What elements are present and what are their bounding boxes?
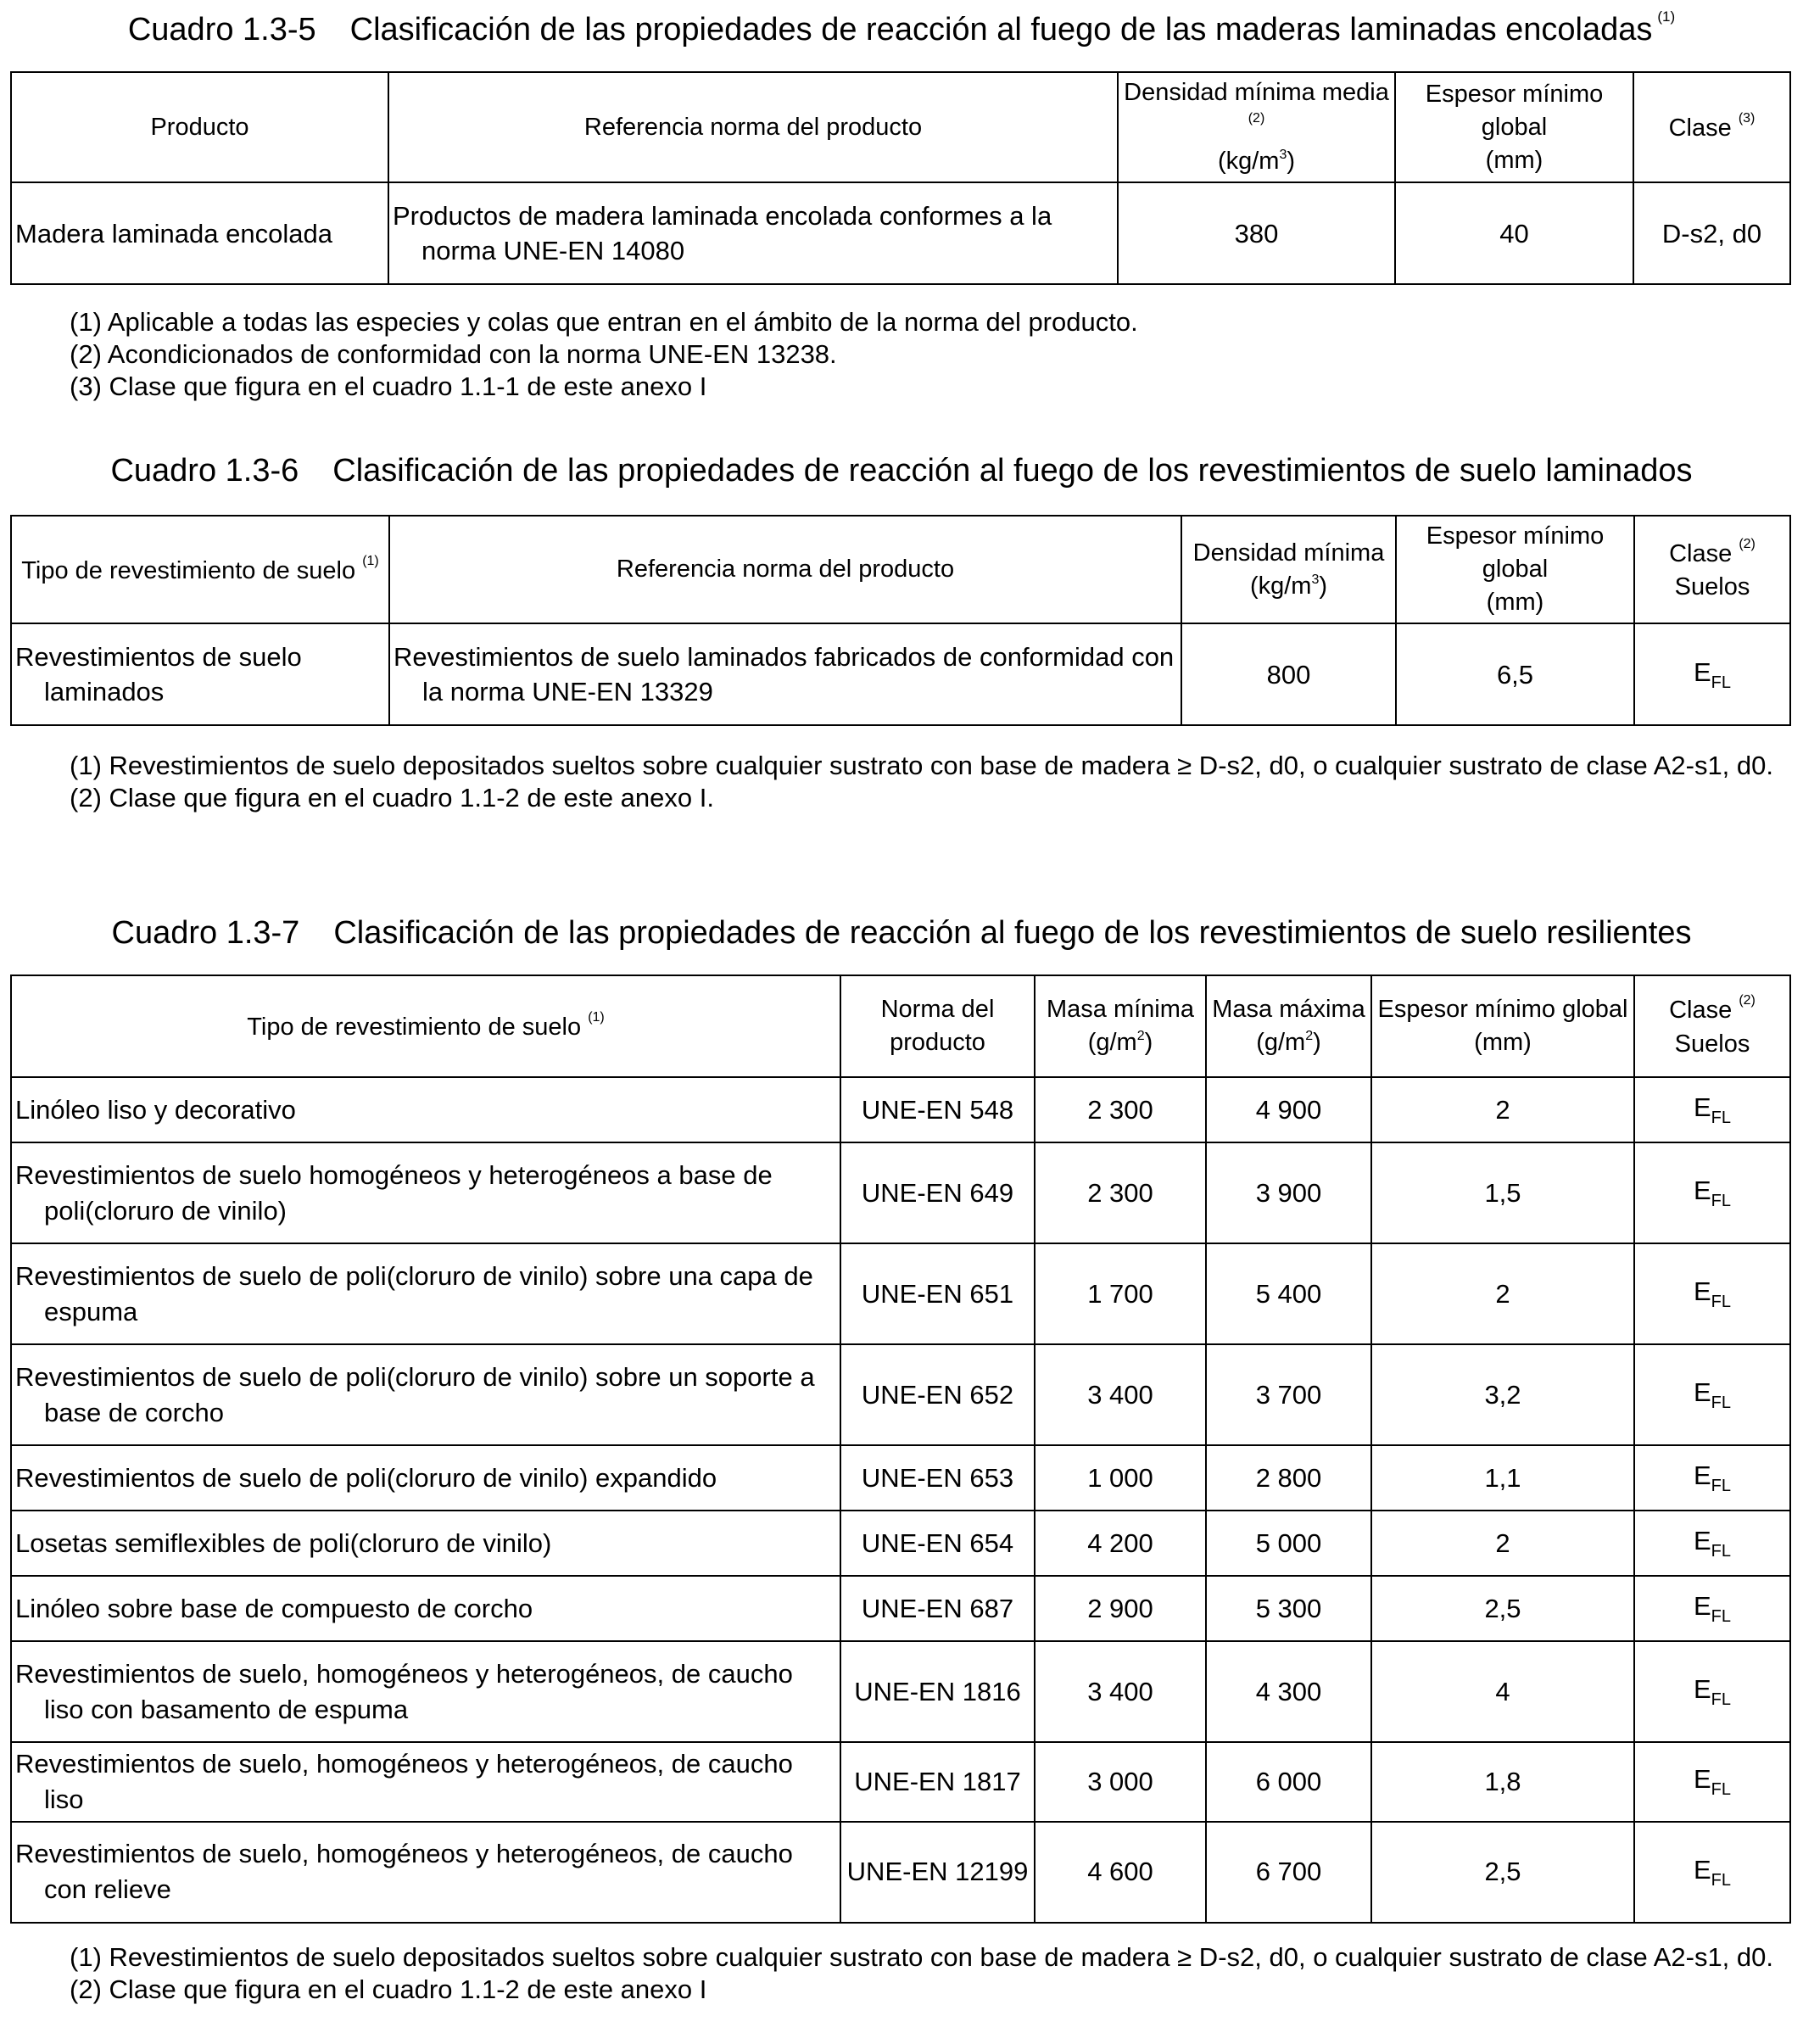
cell-clase: $E_{FL}$ bbox=[1634, 623, 1790, 725]
cell-masa-minima: 4 600 bbox=[1035, 1822, 1206, 1923]
table-row bbox=[11, 1077, 1790, 1142]
header-espesor: Espesor mínimo global (mm) bbox=[1395, 72, 1633, 182]
cell-norma: UNE-EN 1817 bbox=[840, 1742, 1035, 1822]
table-number: Cuadro 1.3-7 bbox=[111, 915, 300, 951]
cell-tipo: Revestimientos de suelo, homogéneos y heterogéneos, de caucho liso bbox=[11, 1742, 840, 1822]
footnote: (3) Clase que figura en el cuadro 1.1-1 de este anexo I bbox=[70, 371, 707, 401]
cell-masa-maxima: 6 700 bbox=[1206, 1822, 1371, 1923]
table-number: Cuadro 1.3-6 bbox=[110, 453, 299, 489]
table-row bbox=[11, 623, 1790, 725]
cell-espesor: 2 bbox=[1371, 1077, 1634, 1142]
footnote: (1) Revestimientos de suelo depositados sueltos sobre cualquier sustrato con base de madera ≥ D-s2, d0, o cualquier sustrato de clase A2-s1, d0. bbox=[70, 1942, 1774, 1972]
cell-espesor: 4 bbox=[1371, 1641, 1634, 1742]
cell-espesor: 1,8 bbox=[1371, 1742, 1634, 1822]
cell-masa-minima: 4 200 bbox=[1035, 1511, 1206, 1576]
cell-norma: UNE-EN 652 bbox=[840, 1344, 1035, 1445]
header-clase: Clase $^{(2)}$ Suelos bbox=[1634, 975, 1790, 1077]
cell-espesor: 1,1 bbox=[1371, 1445, 1634, 1511]
table-1-3-6 bbox=[10, 515, 1791, 726]
header-masa-maxima: Masa máxima $(g/m^2)$ bbox=[1206, 975, 1371, 1077]
cell-espesor: 2 bbox=[1371, 1511, 1634, 1576]
table-1-3-7 bbox=[10, 975, 1791, 1924]
cell-clase: D-s2, d0 bbox=[1633, 182, 1790, 284]
cell-masa-minima: 1 700 bbox=[1035, 1243, 1206, 1344]
cell-clase: $E_{FL}$ bbox=[1634, 1142, 1790, 1243]
table-row bbox=[11, 1511, 1790, 1576]
cell-masa-maxima: 2 800 bbox=[1206, 1445, 1371, 1511]
cell-masa-maxima: 5 000 bbox=[1206, 1511, 1371, 1576]
table-1-3-5-notes bbox=[10, 306, 1789, 403]
header-espesor: Espesor mínimo global (mm) bbox=[1371, 975, 1634, 1077]
cell-masa-minima: 2 300 bbox=[1035, 1142, 1206, 1243]
cell-producto: Madera laminada encolada bbox=[11, 182, 388, 284]
table-caption: Clasificación de las propiedades de reacción al fuego de las maderas laminadas encoladas bbox=[349, 12, 1653, 47]
header-tipo: Tipo de revestimiento de suelo $^{(1)}$ bbox=[11, 516, 389, 623]
table-1-3-7-title bbox=[0, 914, 1803, 953]
cell-espesor: 3,2 bbox=[1371, 1344, 1634, 1445]
cell-masa-maxima: 5 400 bbox=[1206, 1243, 1371, 1344]
footnote: (1) Aplicable a todas las especies y colas que entran en el ámbito de la norma del producto. bbox=[70, 307, 1138, 337]
cell-espesor: 2,5 bbox=[1371, 1822, 1634, 1923]
cell-clase: $E_{FL}$ bbox=[1634, 1742, 1790, 1822]
table-row bbox=[11, 1445, 1790, 1511]
table-1-3-6-notes bbox=[10, 750, 1789, 814]
header-producto: Producto bbox=[11, 72, 388, 182]
header-row bbox=[11, 516, 1790, 623]
table-row bbox=[11, 1243, 1790, 1344]
table-row bbox=[11, 182, 1790, 284]
header-referencia: Referencia norma del producto bbox=[388, 72, 1118, 182]
table-row bbox=[11, 1576, 1790, 1641]
cell-densidad: 800 bbox=[1181, 623, 1396, 725]
cell-espesor: 2,5 bbox=[1371, 1576, 1634, 1641]
cell-masa-minima: 3 400 bbox=[1035, 1641, 1206, 1742]
cell-masa-minima: 3 400 bbox=[1035, 1344, 1206, 1445]
cell-masa-maxima: 4 300 bbox=[1206, 1641, 1371, 1742]
table-1-3-5 bbox=[10, 71, 1791, 285]
cell-clase: $E_{FL}$ bbox=[1634, 1344, 1790, 1445]
cell-tipo: Linóleo sobre base de compuesto de corcho bbox=[11, 1576, 840, 1641]
header-tipo: Tipo de revestimiento de suelo $^{(1)}$ bbox=[11, 975, 840, 1077]
cell-tipo: Revestimientos de suelo de poli(cloruro de vinilo) sobre un soporte a base de corcho bbox=[11, 1344, 840, 1445]
header-clase: Clase $^{(2)}$ Suelos bbox=[1634, 516, 1790, 623]
table-row bbox=[11, 1344, 1790, 1445]
table-row bbox=[11, 1742, 1790, 1822]
cell-tipo: Revestimientos de suelo de poli(cloruro de vinilo) expandido bbox=[11, 1445, 840, 1511]
cell-referencia: Revestimientos de suelo laminados fabricados de conformidad con la norma UNE-EN 13329 bbox=[389, 623, 1181, 725]
header-densidad: Densidad mínima media $^{(2)}$ $(kg/m^3)$ bbox=[1118, 72, 1395, 182]
cell-norma: UNE-EN 651 bbox=[840, 1243, 1035, 1344]
cell-referencia: Productos de madera laminada encolada conformes a la norma UNE-EN 14080 bbox=[388, 182, 1118, 284]
cell-masa-minima: 1 000 bbox=[1035, 1445, 1206, 1511]
cell-tipo: Revestimientos de suelo, homogéneos y heterogéneos, de caucho con relieve bbox=[11, 1822, 840, 1923]
cell-masa-maxima: 5 300 bbox=[1206, 1576, 1371, 1641]
header-referencia: Referencia norma del producto bbox=[389, 516, 1181, 623]
cell-masa-maxima: 3 900 bbox=[1206, 1142, 1371, 1243]
cell-tipo: Losetas semiflexibles de poli(cloruro de vinilo) bbox=[11, 1511, 840, 1576]
cell-masa-maxima: 4 900 bbox=[1206, 1077, 1371, 1142]
table-body bbox=[11, 1077, 1790, 1923]
cell-norma: UNE-EN 12199 bbox=[840, 1822, 1035, 1923]
cell-masa-minima: 3 000 bbox=[1035, 1742, 1206, 1822]
cell-clase: $E_{FL}$ bbox=[1634, 1077, 1790, 1142]
table-row bbox=[11, 1641, 1790, 1742]
footnote: (1) Revestimientos de suelo depositados sueltos sobre cualquier sustrato con base de madera ≥ D-s2, d0, o cualquier sustrato de clase A2-s1, d0. bbox=[70, 751, 1774, 780]
header-espesor: Espesor mínimo global (mm) bbox=[1396, 516, 1634, 623]
cell-masa-maxima: 3 700 bbox=[1206, 1344, 1371, 1445]
header-masa-minima: Masa mínima $(g/m^2)$ bbox=[1035, 975, 1206, 1077]
cell-norma: UNE-EN 1816 bbox=[840, 1641, 1035, 1742]
footnote: (2) Acondicionados de conformidad con la norma UNE-EN 13238. bbox=[70, 339, 837, 369]
cell-masa-minima: 2 900 bbox=[1035, 1576, 1206, 1641]
footnote: (2) Clase que figura en el cuadro 1.1-2 de este anexo I. bbox=[70, 783, 714, 813]
cell-clase: $E_{FL}$ bbox=[1634, 1243, 1790, 1344]
cell-espesor: 6,5 bbox=[1396, 623, 1634, 725]
cell-espesor: 1,5 bbox=[1371, 1142, 1634, 1243]
cell-espesor: 2 bbox=[1371, 1243, 1634, 1344]
cell-clase: $E_{FL}$ bbox=[1634, 1511, 1790, 1576]
table-row bbox=[11, 1822, 1790, 1923]
cell-densidad: 380 bbox=[1118, 182, 1395, 284]
cell-norma: UNE-EN 654 bbox=[840, 1511, 1035, 1576]
cell-clase: $E_{FL}$ bbox=[1634, 1445, 1790, 1511]
header-densidad: Densidad mínima $(kg/m^3)$ bbox=[1181, 516, 1396, 623]
table-caption: Clasificación de las propiedades de reacción al fuego de los revestimientos de suelo laminados bbox=[332, 453, 1693, 489]
cell-norma: UNE-EN 653 bbox=[840, 1445, 1035, 1511]
cell-tipo: Revestimientos de suelo laminados bbox=[11, 623, 389, 725]
cell-masa-minima: 2 300 bbox=[1035, 1077, 1206, 1142]
header-row bbox=[11, 975, 1790, 1077]
cell-tipo: Revestimientos de suelo de poli(cloruro de vinilo) sobre una capa de espuma bbox=[11, 1243, 840, 1344]
footnote: (2) Clase que figura en el cuadro 1.1-2 de este anexo I bbox=[70, 1974, 707, 2004]
table-caption: Clasificación de las propiedades de reacción al fuego de los revestimientos de suelo resilientes bbox=[333, 915, 1692, 951]
table-row bbox=[11, 1142, 1790, 1243]
cell-espesor: 40 bbox=[1395, 182, 1633, 284]
footnote-ref: (1) bbox=[1657, 8, 1676, 25]
cell-clase: $E_{FL}$ bbox=[1634, 1641, 1790, 1742]
table-1-3-7-notes bbox=[10, 1941, 1789, 2006]
table-1-3-5-title bbox=[0, 8, 1803, 50]
cell-tipo: Revestimientos de suelo homogéneos y heterogéneos a base de poli(cloruro de vinilo) bbox=[11, 1142, 840, 1243]
cell-norma: UNE-EN 548 bbox=[840, 1077, 1035, 1142]
cell-masa-maxima: 6 000 bbox=[1206, 1742, 1371, 1822]
cell-clase: $E_{FL}$ bbox=[1634, 1576, 1790, 1641]
cell-norma: UNE-EN 649 bbox=[840, 1142, 1035, 1243]
cell-norma: UNE-EN 687 bbox=[840, 1576, 1035, 1641]
cell-clase: $E_{FL}$ bbox=[1634, 1822, 1790, 1923]
cell-tipo: Linóleo liso y decorativo bbox=[11, 1077, 840, 1142]
table-number: Cuadro 1.3-5 bbox=[127, 12, 316, 47]
header-row bbox=[11, 72, 1790, 182]
header-clase: Clase $^{(3)}$ bbox=[1633, 72, 1790, 182]
cell-tipo: Revestimientos de suelo, homogéneos y heterogéneos, de caucho liso con basamento de espuma bbox=[11, 1641, 840, 1742]
table-1-3-6-title bbox=[0, 452, 1803, 491]
header-norma: Norma del producto bbox=[840, 975, 1035, 1077]
